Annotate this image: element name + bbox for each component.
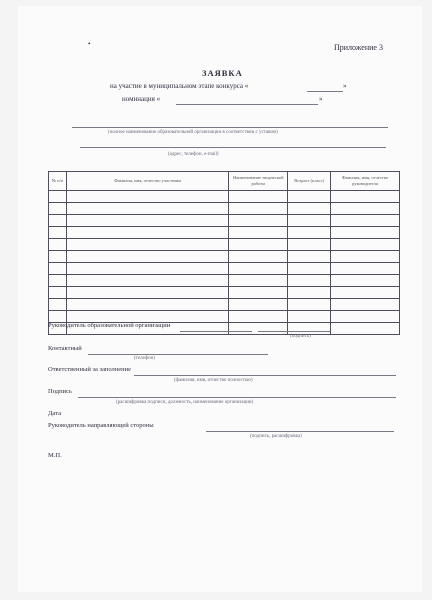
subtitle-line-2: номинация « [122,95,161,103]
table-cell [66,203,228,215]
signature-line [78,397,396,398]
signature-caption: (расшифровка подписи, должность, наименование организации) [116,400,254,405]
table-cell [331,251,400,263]
responsible-line [134,375,396,376]
sending-head-caption: (подпись, расшифровка) [250,434,302,439]
table-row [49,227,400,239]
table-cell [49,215,67,227]
org-name-line-2 [80,147,386,148]
participants-table [48,171,400,335]
table-cell [229,227,288,239]
table-row [49,275,400,287]
table-cell [331,323,400,335]
table-cell [288,239,331,251]
table-cell [66,227,228,239]
table-cell [229,251,288,263]
table-cell [288,323,331,335]
table-cell [288,203,331,215]
table-cell [288,215,331,227]
table-cell [331,263,400,275]
table-cell [66,263,228,275]
table-row [49,311,400,323]
contact-line [88,354,268,355]
annex-label: Приложение 3 [334,43,383,52]
table-cell [229,287,288,299]
document-title: ЗАЯВКА [202,68,243,78]
table-cell [331,239,400,251]
table-cell [331,203,400,215]
table-cell [288,275,331,287]
table-cell [49,251,67,263]
table-row [49,251,400,263]
table-row [49,191,400,203]
stamp-label: М.П. [48,452,62,459]
date-label: Дата [48,410,61,417]
table-cell [66,311,228,323]
contact-label: Контактный [48,345,82,352]
table-cell [49,263,67,275]
sending-head-label: Руководитель направляющей стороны [48,422,154,429]
table-cell [331,299,400,311]
table-row [49,299,400,311]
table-header-row [49,172,400,191]
director-sign-caption: (подпись) [290,334,311,339]
table-cell [66,191,228,203]
subtitle-line-1: на участие в муниципальном этапе конкурса « [110,82,249,90]
table-cell [49,227,67,239]
table-cell [49,287,67,299]
table-cell [229,239,288,251]
table-cell [331,287,400,299]
responsible-label: Ответственный за заполнение [48,366,131,373]
table-cell [229,191,288,203]
table-cell [331,227,400,239]
director-line [180,331,252,332]
table-cell [331,311,400,323]
table-cell [229,203,288,215]
page-mark: • [88,40,91,48]
header-work-title: Наименование творческой работы [229,172,288,191]
table-cell [229,299,288,311]
table-cell [229,263,288,275]
responsible-caption: (фамилия, имя, отчество полностью) [174,378,253,383]
table-cell [288,227,331,239]
table-cell [66,287,228,299]
director-sign-line [258,331,330,332]
table-row [49,203,400,215]
table-cell [331,215,400,227]
contact-caption: (адрес, телефон, e-mail) [168,152,219,157]
director-label: Руководитель образовательной организации [48,322,171,329]
subtitle-line-2-blank [176,104,318,105]
table-cell [229,323,288,335]
table-cell [49,299,67,311]
table-cell [66,251,228,263]
contact-phone-caption: (телефон) [134,356,155,361]
table-cell [288,299,331,311]
table-cell [49,311,67,323]
table-row [49,239,400,251]
table-cell [66,299,228,311]
table-cell [288,251,331,263]
table-cell [288,311,331,323]
org-name-caption: (полное наименование образовательной организации в соответствии с уставом) [108,130,278,135]
table-cell [331,275,400,287]
table-cell [288,191,331,203]
table-cell [49,203,67,215]
header-supervisor: Фамилия, имя, отчество руководителя [331,172,400,191]
table-cell [49,191,67,203]
table-cell [66,239,228,251]
org-name-line [72,127,388,128]
signature-label: Подпись [48,388,72,395]
subtitle-line-1-end: » [343,82,347,90]
table-row [49,263,400,275]
header-participant: Фамилия, имя, отчество участника [66,172,228,191]
subtitle-line-2-end: » [319,95,323,103]
table-cell [288,287,331,299]
table-row [49,215,400,227]
table-cell [229,311,288,323]
table-cell [49,239,67,251]
sending-head-line [206,431,394,432]
table-cell [331,191,400,203]
table-cell [66,215,228,227]
table-cell [229,215,288,227]
header-number: № п/п [49,172,67,191]
table-cell [66,275,228,287]
table-cell [229,275,288,287]
table-row [49,287,400,299]
header-age: Возраст (класс) [288,172,331,191]
table-cell [49,275,67,287]
table-cell [288,263,331,275]
subtitle-line-1-blank [307,91,343,92]
